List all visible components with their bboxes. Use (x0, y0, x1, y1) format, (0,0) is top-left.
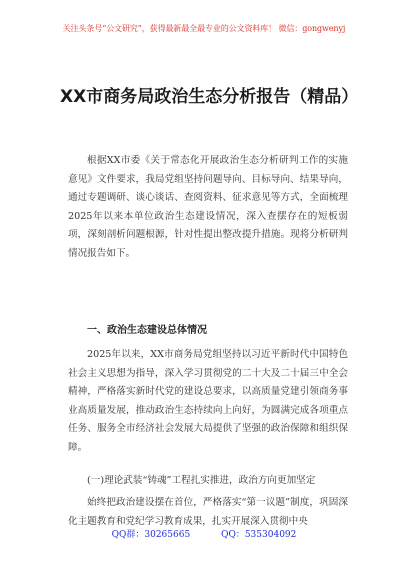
document-title: XX市商务局政治生态分析报告（精品） (60, 87, 359, 107)
promo-banner: 关注头条号“公文研究”，获得最新最全最专业的公文资料库！ 微信：gongwenyj (62, 24, 346, 33)
subsection-paragraph (68, 494, 348, 531)
subsection-heading: (一)理论武装“铸魂”工程扎实推进，政治方向更加坚定 (87, 475, 316, 486)
subsection-text: 始终把政治建设摆在首位，严格落实“第一议题”制度，巩固深化主题教育和党纪学习教育成果，扎实开展深入贯彻中央 (68, 497, 348, 527)
qq-group-number: QQ群：30265665 (111, 530, 191, 540)
intro-text: 根据XX市委《关于常态化开展政治生态分析研判工作的实施意见》文件要求，我局党组坚持问题导向、目标导向、结果导向，通过专题调研、谈心谈话、查阅资料、征求意见等方式，全面梳理2025年以来本单位政治生态建设情况，深入查摆存在的短板弱项，深刻剖析问题根源，针对性提出整改提升措施。现将分析研判情况报告如下。 (68, 155, 348, 259)
intro-paragraph (68, 152, 348, 264)
section-paragraph (68, 346, 348, 458)
qq-number: QQ：535304092 (221, 530, 297, 540)
section-text: 2025年以来，XX市商务局党组坚持以习近平新时代中国特色社会主义思想为指导，深入学习贯彻党的二十大及二十届三中全会精神，严格落实新时代党的建设总要求，以高质量党建引领商务事业高质量发展，推动政治生态持续向上向好，为圆满完成各项重点任务、服务全市经济社会发展大局提供了坚强的政治保障和组织保障。 (68, 349, 348, 453)
footer-contact (0, 529, 408, 541)
section-heading: 一、政治生态建设总体情况 (87, 325, 207, 336)
